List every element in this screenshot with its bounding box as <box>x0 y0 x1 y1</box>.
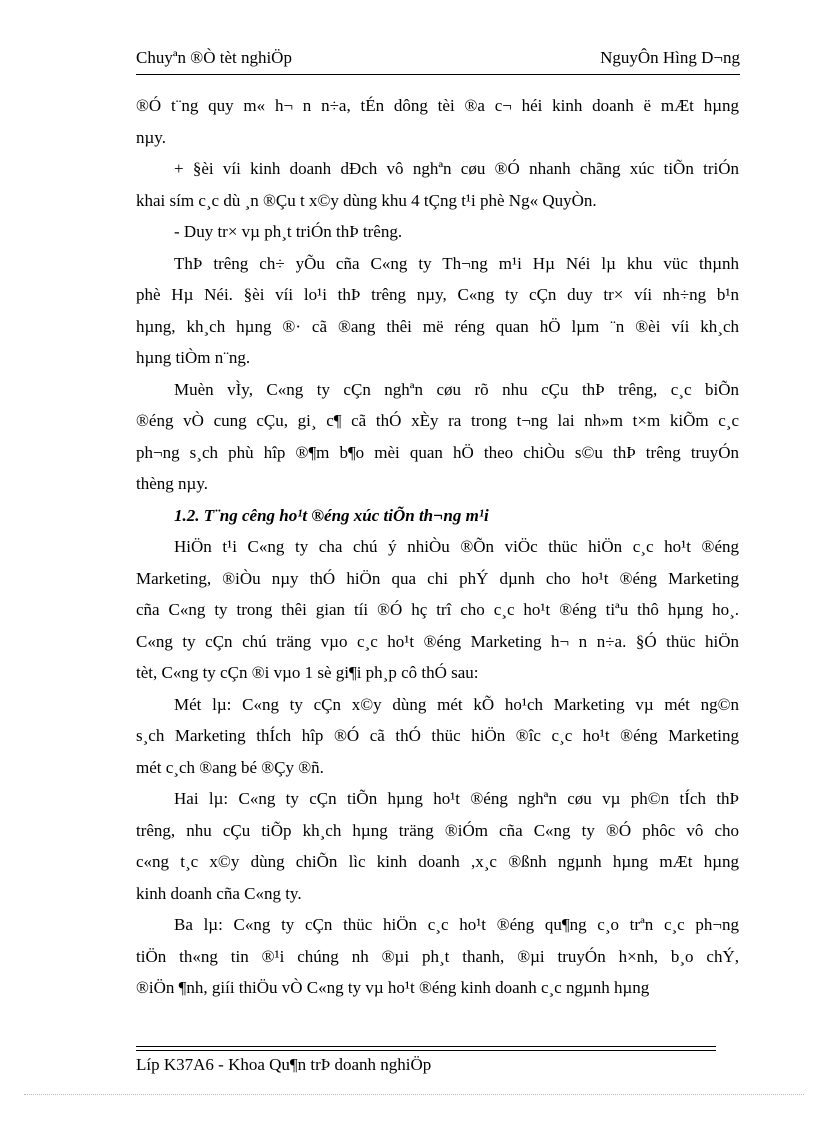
page-footer: Líp K37A6 - Khoa Qu¶n trÞ doanh nghiÖp <box>136 1055 432 1074</box>
text-line: phè Hµ Néi. §èi víi lo¹i thÞ trêng nµy, C«ng ty cÇn duy tr× víi nh÷ng b¹n <box>136 285 739 304</box>
text-line: hµng, kh¸ch hµng ®· cã ®ang thêi më réng quan hÖ lµm ¨n ®èi víi kh¸ch <box>136 316 739 336</box>
page-body <box>136 90 739 1004</box>
footer-rule-top <box>136 1046 716 1047</box>
text-line: hµng tiÒm n¨ng. <box>136 348 251 367</box>
text-line: s¸ch Marketing thÍch hîp ®Ó cã thÓ thüc hiÖn ®îc c¸c ho¹t ®éng Marketing <box>136 726 739 745</box>
header-rule <box>136 74 740 75</box>
text-line: trêng, nhu cÇu tiÕp kh¸ch hµng träng ®iÓm cña C«ng ty ®Ó phôc vô cho <box>136 820 739 840</box>
text-line: thèng nµy. <box>136 474 208 493</box>
paragraph <box>136 909 739 1004</box>
paragraph <box>136 374 739 500</box>
paragraph <box>136 216 739 248</box>
text-line: C«ng ty cÇn chú träng vµo c¸c ho¹t ®éng Marketing h¬ n n÷a. §Ó thüc hiÖn <box>136 631 739 651</box>
text-line: Hai lµ: C«ng ty cÇn tiÕn hµng ho¹t ®éng nghªn cøu vµ ph©n tÍch thÞ <box>174 789 739 808</box>
text-line: HiÖn t¹i C«ng ty cha chú ý nhiÒu ®Õn viÖc thüc hiÖn c¸c ho¹t ®éng <box>174 537 739 556</box>
text-line: ThÞ trêng ch÷ yÕu cña C«ng ty Th¬ng m¹i Hµ Néi lµ khu vüc thµnh <box>174 253 739 273</box>
text-line: - Duy tr× vµ ph¸t triÓn thÞ trêng. <box>174 222 403 241</box>
text-line: Mét lµ: C«ng ty cÇn x©y dùng mét kÕ ho¹ch Marketing vµ mét ng©n <box>174 694 739 714</box>
paragraph <box>136 531 739 689</box>
paragraph <box>136 783 739 909</box>
text-line: khai sím c¸c dù ¸n ®Çu t x©y dùng khu 4 tÇng t¹i phè Ng« QuyÒn. <box>136 190 597 210</box>
body-part-1 <box>136 90 739 500</box>
text-line: Muèn vÌy, C«ng ty cÇn nghªn cøu rõ nhu cÇu thÞ trêng, c¸c biÕn <box>174 379 739 399</box>
text-line: kinh doanh cña C«ng ty. <box>136 883 302 903</box>
text-line: ®iÖn ¶nh, giíi thiÖu vÒ C«ng ty vµ ho¹t ®éng kinh doanh c¸c ngµnh hµng <box>136 978 650 997</box>
text-line: tiÖn th«ng tin ®¹i chúng nh ®µi ph¸t thanh, ®µi truyÓn h×nh, b¸o chÝ, <box>136 946 739 966</box>
paragraph <box>136 153 739 216</box>
header-title: Chuyªn ®Ò tèt nghiÖp <box>136 48 292 67</box>
text-line: Ba lµ: C«ng ty cÇn thüc hiÖn c¸c ho¹t ®éng qu¶ng c¸o trªn c¸c ph¬ng <box>174 915 739 934</box>
text-line: mét c¸ch ®ang bé ®Çy ®ñ. <box>136 757 324 777</box>
text-line: ®Ó t¨ng quy m« h¬ n n÷a, tÉn dông tèi ®a c¬ héi kinh doanh ë mÆt hµng <box>136 96 739 115</box>
text-line: Marketing, ®iÒu nµy thÓ hiÖn qua chi phÝ dµnh cho ho¹t ®éng Marketing <box>136 568 739 588</box>
text-line: + §èi víi kinh doanh dÐch vô nghªn cøu ®Ó nhanh chãng xúc tiÕn triÓn <box>174 159 739 178</box>
paragraph <box>136 689 739 784</box>
text-line: tèt, C«ng ty cÇn ®i vµo 1 sè gi¶i ph¸p cô thÓ sau: <box>136 663 479 682</box>
body-part-2 <box>136 531 739 1004</box>
text-line: cña C«ng ty trong thêi gian tíi ®Ó hç trî cho c¸c ho¹t ®éng tiªu thô hµng ho¸. <box>136 600 739 619</box>
text-line: c«ng t¸c x©y dùng chiÕn lìc kinh doanh ,x¸c ®ßnh ngµnh hµng mÆt hµng <box>136 852 739 871</box>
page-edge <box>24 1094 804 1095</box>
paragraph <box>136 90 739 153</box>
section-heading: 1.2. T¨ng cêng ho¹t ®éng xúc tiÕn th¬ng m¹i <box>174 505 489 525</box>
paragraph <box>136 248 739 374</box>
page-header <box>136 48 740 74</box>
text-line: nµy. <box>136 127 166 147</box>
footer-rule-bottom <box>136 1050 716 1051</box>
header-author: NguyÔn Hìng D¬ng <box>600 48 740 67</box>
text-line: ph¬ng s¸ch phù hîp ®¶m b¶o mèi quan hÖ theo chiÒu s©u thÞ trêng truyÓn <box>136 442 739 462</box>
text-line: ®éng vÒ cung cÇu, gi¸ c¶ cã thÓ xÈy ra trong t¬ng lai nh»m t×m kiÕm c¸c <box>136 411 739 430</box>
